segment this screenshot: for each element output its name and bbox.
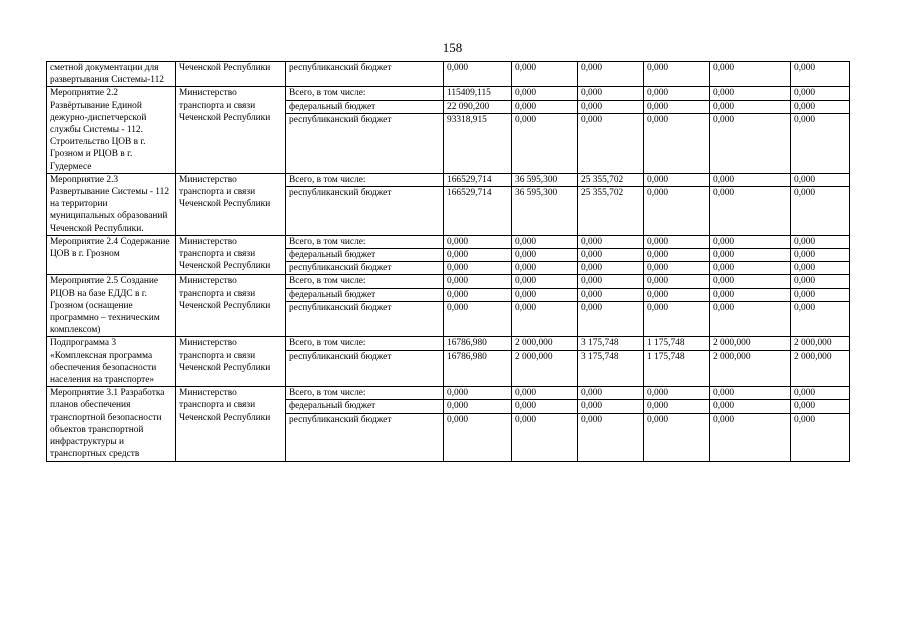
table-row [47, 87, 850, 173]
amount-value: 0,000 [644, 236, 709, 249]
amount-value: 0,000 [512, 400, 577, 413]
amount-cell [444, 387, 512, 461]
amount-value: 0,000 [710, 236, 790, 249]
amount-value: 0,000 [713, 263, 735, 274]
funding-source-line: республиканский бюджет [289, 414, 392, 425]
amount-value: 0,000 [647, 188, 669, 199]
amount-value: 0,000 [515, 63, 537, 73]
funding-source-line: республиканский бюджет [289, 351, 392, 362]
amount-value: 0,000 [444, 249, 511, 262]
funding-source-line: республиканский бюджет [289, 188, 392, 199]
executor-cell: Министерство транспорта и связи Чеченской Республики [176, 87, 286, 173]
amount-value: 36 595,300 [512, 174, 577, 187]
amount-value: 0,000 [791, 289, 849, 302]
funding-source-cell [286, 235, 444, 275]
amount-cell [444, 173, 512, 235]
amount-value: 2 000,000 [791, 337, 849, 350]
amount-value: 0,000 [710, 400, 790, 413]
amount-value: 0,000 [794, 414, 816, 425]
amount-value: 2 000,000 [794, 351, 832, 362]
amount-value: 0,000 [794, 302, 816, 313]
amount-value: 0,000 [647, 263, 669, 274]
funding-source-line: республиканский бюджет [289, 302, 392, 313]
amount-value: 22 090,200 [444, 101, 511, 114]
amount-value: 0,000 [444, 275, 511, 288]
table-row [47, 387, 850, 461]
funding-source-line: республиканский бюджет [289, 263, 392, 274]
amount-value: 0,000 [710, 387, 790, 400]
amount-value: 0,000 [791, 275, 849, 288]
funding-source-cell [286, 337, 444, 387]
measure-name-cell: сметной документации для развертывания Системы-112 [47, 62, 176, 87]
amount-cell [578, 387, 644, 461]
amount-value: 0,000 [512, 387, 577, 400]
amount-value: 0,000 [447, 263, 469, 274]
amount-value: 0,000 [512, 101, 577, 114]
amount-cell [512, 62, 578, 87]
amount-value: 166529,714 [444, 174, 511, 187]
executor-cell: Министерство транспорта и связи Чеченской Республики [176, 173, 286, 235]
amount-value: 0,000 [512, 236, 577, 249]
amount-value: 0,000 [644, 249, 709, 262]
amount-value: 0,000 [515, 114, 537, 125]
amount-value: 0,000 [791, 174, 849, 187]
amount-cell [644, 173, 710, 235]
amount-value: 0,000 [578, 275, 643, 288]
amount-value: 0,000 [578, 87, 643, 100]
amount-cell [710, 387, 791, 461]
amount-value: 3 175,748 [581, 351, 619, 362]
executor-cell: Министерство транспорта и связи Чеченской Республики [176, 275, 286, 337]
amount-value: 0,000 [713, 302, 735, 313]
amount-value: 0,000 [710, 87, 790, 100]
amount-value: 115409,115 [444, 87, 511, 100]
table-body [47, 62, 850, 462]
funding-source-cell [286, 275, 444, 337]
amount-value: 0,000 [644, 289, 709, 302]
amount-value: 0,000 [710, 174, 790, 187]
funding-source-line: республиканский бюджет [289, 63, 392, 73]
amount-value: 0,000 [794, 188, 816, 199]
amount-cell [791, 173, 850, 235]
amount-cell [710, 62, 791, 87]
amount-cell [710, 173, 791, 235]
table-row [47, 62, 850, 87]
amount-value: 0,000 [444, 400, 511, 413]
executor-cell: Министерство транспорта и связи Чеченской Республики [176, 387, 286, 461]
amount-value: 0,000 [644, 87, 709, 100]
amount-cell [578, 62, 644, 87]
amount-value: 0,000 [713, 114, 735, 125]
amount-value: 0,000 [644, 387, 709, 400]
amount-value: 0,000 [710, 275, 790, 288]
funding-source-line: Всего, в том числе: [286, 87, 443, 100]
amount-cell [512, 87, 578, 173]
amount-value: 0,000 [644, 275, 709, 288]
amount-value: 36 595,300 [515, 188, 558, 199]
executor-cell: Чеченской Республики [176, 62, 286, 87]
amount-cell [444, 275, 512, 337]
amount-value: 25 355,702 [578, 174, 643, 187]
funding-source-cell [286, 173, 444, 235]
budget-table [46, 61, 850, 462]
measure-name-cell: Мероприятие 2.4 Содержание ЦОВ в г. Грозном [47, 235, 176, 275]
amount-value: 0,000 [512, 275, 577, 288]
amount-cell [791, 337, 850, 387]
amount-value: 16786,980 [447, 351, 487, 362]
amount-value: 0,000 [447, 414, 469, 425]
measure-name-cell: Мероприятие 2.5 Создание РЦОВ на базе ЕДДС в г. Грозном (оснащение программно – техническим комплексом) [47, 275, 176, 337]
amount-value: 0,000 [515, 302, 537, 313]
amount-cell [444, 337, 512, 387]
amount-value: 0,000 [512, 87, 577, 100]
amount-value: 0,000 [444, 236, 511, 249]
amount-cell [644, 337, 710, 387]
amount-value: 93318,915 [447, 114, 487, 125]
executor-cell: Министерство транспорта и связи Чеченской Республики [176, 337, 286, 387]
amount-value: 0,000 [791, 87, 849, 100]
funding-source-line: федеральный бюджет [286, 101, 443, 114]
amount-value: 0,000 [644, 101, 709, 114]
measure-name-cell: Мероприятие 2.3 Развертывание Системы - 112 на территории муниципальных образований Чеченской Республики. [47, 173, 176, 235]
amount-cell [644, 87, 710, 173]
amount-cell [791, 275, 850, 337]
funding-source-cell [286, 62, 444, 87]
amount-cell [512, 235, 578, 275]
amount-value: 0,000 [515, 263, 537, 274]
amount-cell [444, 62, 512, 87]
amount-cell [578, 275, 644, 337]
table-row [47, 275, 850, 337]
amount-cell [578, 337, 644, 387]
funding-source-cell [286, 387, 444, 461]
amount-cell [512, 275, 578, 337]
measure-name-cell: Подпрограмма 3 «Комплексная программа обеспечения безопасности населения на транспорте» [47, 337, 176, 387]
amount-value: 0,000 [791, 400, 849, 413]
funding-source-line: Всего, в том числе: [286, 236, 443, 249]
table-row [47, 337, 850, 387]
amount-value: 0,000 [444, 289, 511, 302]
amount-value: 0,000 [578, 249, 643, 262]
amount-cell [512, 173, 578, 235]
amount-cell [578, 235, 644, 275]
amount-value: 2 000,000 [515, 351, 553, 362]
amount-cell [644, 275, 710, 337]
amount-value: 0,000 [791, 101, 849, 114]
amount-value: 2 000,000 [713, 351, 751, 362]
amount-value: 0,000 [578, 387, 643, 400]
table-row [47, 173, 850, 235]
amount-value: 0,000 [644, 400, 709, 413]
amount-value: 1 175,748 [644, 337, 709, 350]
amount-value: 0,000 [581, 263, 603, 274]
amount-value: 0,000 [794, 114, 816, 125]
amount-value: 0,000 [581, 414, 603, 425]
amount-cell [444, 87, 512, 173]
amount-value: 166529,714 [447, 188, 492, 199]
amount-value: 0,000 [791, 249, 849, 262]
amount-cell [710, 337, 791, 387]
amount-value: 0,000 [581, 114, 603, 125]
measure-name-cell: Мероприятие 3.1 Разработка планов обеспечения транспортной безопасности объектов транспортной инфраструктуры и транспортных средств [47, 387, 176, 461]
funding-source-line: Всего, в том числе: [286, 275, 443, 288]
amount-cell [512, 337, 578, 387]
amount-value: 0,000 [447, 63, 469, 73]
amount-cell [578, 87, 644, 173]
amount-value: 0,000 [444, 387, 511, 400]
amount-value: 0,000 [713, 414, 735, 425]
amount-value: 2 000,000 [512, 337, 577, 350]
amount-value: 2 000,000 [710, 337, 790, 350]
amount-cell [791, 387, 850, 461]
amount-value: 0,000 [512, 289, 577, 302]
amount-value: 0,000 [578, 289, 643, 302]
page-number: 158 [442, 40, 463, 55]
amount-value: 3 175,748 [578, 337, 643, 350]
amount-cell [644, 62, 710, 87]
funding-source-line: республиканский бюджет [289, 114, 392, 125]
amount-value: 0,000 [647, 114, 669, 125]
amount-cell [710, 87, 791, 173]
funding-source-line: Всего, в том числе: [286, 174, 443, 187]
amount-value: 0,000 [447, 302, 469, 313]
amount-value: 0,000 [710, 289, 790, 302]
amount-value: 0,000 [644, 174, 709, 187]
amount-value: 25 355,702 [581, 188, 624, 199]
amount-value: 0,000 [581, 302, 603, 313]
amount-value: 0,000 [647, 414, 669, 425]
amount-cell [512, 387, 578, 461]
amount-value: 0,000 [710, 101, 790, 114]
amount-cell [791, 87, 850, 173]
funding-source-line: федеральный бюджет [286, 400, 443, 413]
amount-cell [444, 235, 512, 275]
amount-value: 0,000 [713, 63, 735, 73]
executor-cell: Министерство транспорта и связи Чеченской Республики [176, 235, 286, 275]
funding-source-cell [286, 87, 444, 173]
amount-value: 1 175,748 [647, 351, 685, 362]
amount-cell [791, 62, 850, 87]
amount-value: 16786,980 [444, 337, 511, 350]
measure-name-cell: Мероприятие 2.2 Развёртывание Единой дежурно-диспетчерской службы Системы - 112. Строительство ЦОВ в г. Грозном и РЦОВ в г. Гудермесе [47, 87, 176, 173]
funding-source-line: Всего, в том числе: [286, 337, 443, 350]
amount-value: 0,000 [647, 302, 669, 313]
amount-value: 0,000 [710, 249, 790, 262]
amount-value: 0,000 [578, 236, 643, 249]
amount-cell [644, 387, 710, 461]
funding-source-line: федеральный бюджет [286, 249, 443, 262]
table-row [47, 235, 850, 275]
amount-value: 0,000 [791, 387, 849, 400]
funding-source-line: Всего, в том числе: [286, 387, 443, 400]
amount-value: 0,000 [515, 414, 537, 425]
amount-cell [710, 235, 791, 275]
amount-value: 0,000 [512, 249, 577, 262]
amount-value: 0,000 [578, 400, 643, 413]
amount-cell [644, 235, 710, 275]
amount-value: 0,000 [581, 63, 603, 73]
amount-cell [710, 275, 791, 337]
amount-cell [791, 235, 850, 275]
funding-source-line: федеральный бюджет [286, 289, 443, 302]
amount-value: 0,000 [791, 236, 849, 249]
amount-value: 0,000 [647, 63, 669, 73]
amount-value: 0,000 [794, 63, 816, 73]
amount-value: 0,000 [713, 188, 735, 199]
amount-value: 0,000 [794, 263, 816, 274]
amount-value: 0,000 [578, 101, 643, 114]
amount-cell [578, 173, 644, 235]
